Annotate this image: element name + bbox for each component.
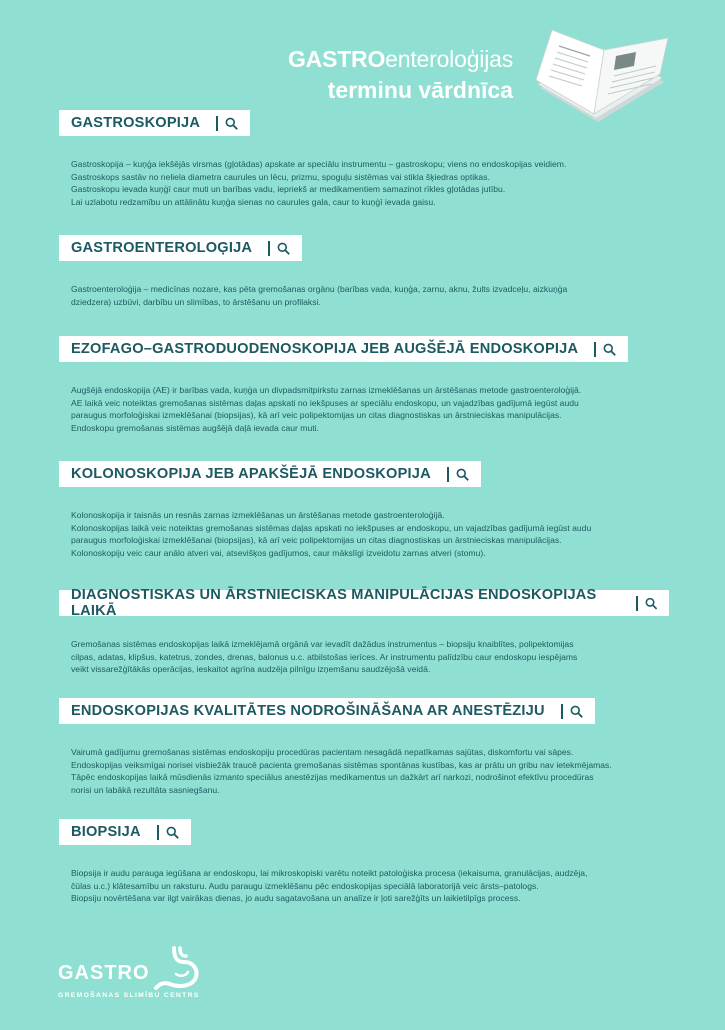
term-box[interactable]: [59, 819, 191, 845]
description-line: Gastroskops sastāv no neliela diametra caurules un lēcu, prizmu, spoguļu sistēmas vai stikla šķiedras optikas.: [71, 171, 490, 182]
term-title: GASTROENTEROLOĢIJA: [71, 240, 253, 256]
divider: [268, 241, 270, 256]
term-box[interactable]: [59, 235, 302, 261]
description-line: paraugus morfoloģiskai izmeklēšanai (biopsijas), kā arī veic polipektomijas un citas diagnostiskas un ārstnieciskas manipulācijas.: [71, 410, 562, 421]
description-line: čūlas u.c.) klātesamību un raksturu. Audu paraugu izmeklēšanu pēc endoskopijas speciālā laboratorijā veic ārsts–patologs.: [71, 880, 539, 891]
title-bold: GASTRO: [287, 46, 386, 72]
description-line: AE laikā veic noteiktas gremošanas sistēmas daļas apskati no iekšpuses ar speciālu endoskopu, un vajadzības gadījumā iegūst audu: [71, 397, 579, 408]
term-description: [59, 384, 669, 434]
description-line: Tāpēc endoskopijas laikā mūsdienās izmanto speciālus anestēzijas medikamentus un dažkārt arī narkozi, nodrošinot efektīvu procedūras: [71, 772, 594, 783]
section-gastroskopija: [59, 110, 669, 208]
description-line: Endoskopijas veiksmīgai norisei visbiežāk traucē pacienta gremošanas sistēmas spontānas kustības, kas ar prātu un gribu nav ietekmējamas.: [71, 759, 612, 770]
description-line: Augšējā endoskopija (AE) ir barības vada, kuņģa un divpadsmitpirkstu zarnas izmeklēšanas un ārstēšanas metode gastroenteroloģijā.: [71, 385, 582, 395]
term-description: [59, 283, 669, 308]
title-light: enteroloģijas: [385, 46, 513, 72]
search-icon[interactable]: [456, 468, 469, 481]
section-augseja-endoskopija: [59, 336, 669, 434]
term-box[interactable]: [59, 587, 669, 619]
divider: [157, 825, 159, 840]
title-line2: terminu vārdnīca: [327, 77, 513, 103]
description-line: Gremošanas sistēmas endoskopijas laikā izmeklējamā orgānā var ievadīt dažādus instrumentus – biopsiju knaiblītes, polipektomijas: [71, 639, 574, 649]
divider: [636, 596, 638, 611]
description-line: Kolonoskopijas laikā veic noteiktas gremošanas sistēmas daļas apskati no iekšpuses ar endoskopu, un vajadzības gadījumā iegūst audu: [71, 522, 592, 533]
logo-subtitle: GREMOŠANAS SLIMĪBU CENTRS: [58, 992, 200, 999]
description-line: dziedzera) uzbūvi, darbību un slimības, to ārstēšanu un profilaksi.: [71, 296, 321, 307]
description-line: Gastroskopija – kuņģa iekšējās virsmas (gļotādas) apskate ar speciālu instrumentu – gastroskopu; viens no endoskopijas veidiem.: [71, 159, 567, 169]
divider: [561, 704, 563, 719]
term-title: EZOFAGO–GASTRODUODENOSKOPIJA JEB AUGŠĒJĀ ENDOSKOPIJA: [71, 341, 579, 357]
section-biopsija: [59, 819, 669, 905]
description-line: Kolonoskopija ir taisnās un resnās zarnas izmeklēšanas un ārstēšanas metode gastroenteroloģijā.: [71, 510, 445, 520]
term-description: [59, 509, 669, 559]
term-box[interactable]: [59, 698, 595, 724]
description-line: Biopsija ir audu parauga iegūšana ar endoskopu, lai mikroskopiski varētu noteikt patoloģiska procesa (iekaisuma, granulācijas, audzēja,: [71, 868, 588, 878]
description-line: Biopsiju novērtēšana var ilgt vairākas dienas, jo audu sagatavošana un analīze ir ļoti sarežģīts un laikietilpīgs process.: [71, 893, 521, 904]
stomach-icon: [150, 946, 204, 990]
search-icon[interactable]: [225, 117, 238, 130]
search-icon[interactable]: [166, 826, 179, 839]
search-icon[interactable]: [645, 597, 657, 610]
description-line: norisi un labākā rezultāta sasniegšanu.: [71, 784, 220, 795]
term-description: [59, 158, 669, 208]
term-title: KOLONOSKOPIJA JEB APAKŠĒJĀ ENDOSKOPIJA: [71, 466, 431, 482]
divider: [216, 116, 218, 131]
term-title: GASTROSKOPIJA: [71, 115, 201, 131]
section-gastroenterologija: [59, 235, 669, 308]
description-line: Vairumā gadījumu gremošanas sistēmas endoskopiju procedūras pacientam nesagādā nepatīkamas sajūtas, diskomfortu vai sāpes.: [71, 747, 574, 757]
description-line: Kolonoskopiju veic caur anālo atveri vai, atsevišķos gadījumos, caur mākslīgi izveidotu zarnas atveri (stomu).: [71, 547, 486, 558]
term-description: [59, 867, 669, 905]
term-box[interactable]: [59, 461, 481, 487]
section-kolonoskopija: [59, 461, 669, 559]
description-line: Gastroenteroloģija – medicīnas nozare, kas pēta gremošanas orgānu (barības vada, kuņģa, zarnu, aknu, žults izvadceļu, aizkuņģa: [71, 284, 568, 294]
description-line: paraugus morfoloģiskai izmeklēšanai (biopsijas), kā arī veic polipektomijas un citas diagnostiskas un ārstnieciskas manipulācijas.: [71, 535, 562, 546]
term-description: [59, 746, 669, 796]
page-title: [288, 44, 513, 106]
section-anestezija: [59, 698, 669, 796]
term-box[interactable]: [59, 336, 628, 362]
term-title: BIOPSIJA: [71, 824, 141, 840]
description-line: cilpas, adatas, klipšus, katetrus, zondes, drenas, balonus u.c. atbilstošas ierīces. Ar instrumentu palīdzību caur endoskopu iespējams: [71, 651, 578, 662]
term-title: ENDOSKOPIJAS KVALITĀTES NODROŠINĀŠANA AR ANESTĒZIJU: [71, 703, 545, 719]
term-title: DIAGNOSTISKAS UN ĀRSTNIECISKAS MANIPULĀCIJAS ENDOSKOPIJAS LAIKĀ: [71, 587, 597, 619]
search-icon[interactable]: [603, 343, 616, 356]
description-line: veikt vissarežģītākās operācijas, ieskaitot agrīna audzēja pilnīgu izņemšanu saudzējošā veidā.: [71, 664, 431, 675]
description-line: Gastroskopu ievada kuņģī caur muti un barības vadu, iepriekš ar medikamentiem samazinot rīkles gļotādas jutību.: [71, 184, 506, 195]
section-manipulacijas: [59, 586, 669, 676]
divider: [447, 467, 449, 482]
gastro-logo: [58, 940, 218, 1010]
description-line: Endoskopu gremošanas sistēmas augšējā daļā ievada caur muti.: [71, 422, 319, 433]
search-icon[interactable]: [277, 242, 290, 255]
description-line: Lai uzlabotu redzamību un attālinātu kuņģa sienas no caurules gala, caur to kuņģī ievada gaisu.: [71, 196, 436, 207]
term-box[interactable]: [59, 110, 250, 136]
divider: [594, 342, 596, 357]
search-icon[interactable]: [570, 705, 583, 718]
term-description: [59, 638, 669, 676]
logo-word: GASTRO: [58, 962, 150, 984]
